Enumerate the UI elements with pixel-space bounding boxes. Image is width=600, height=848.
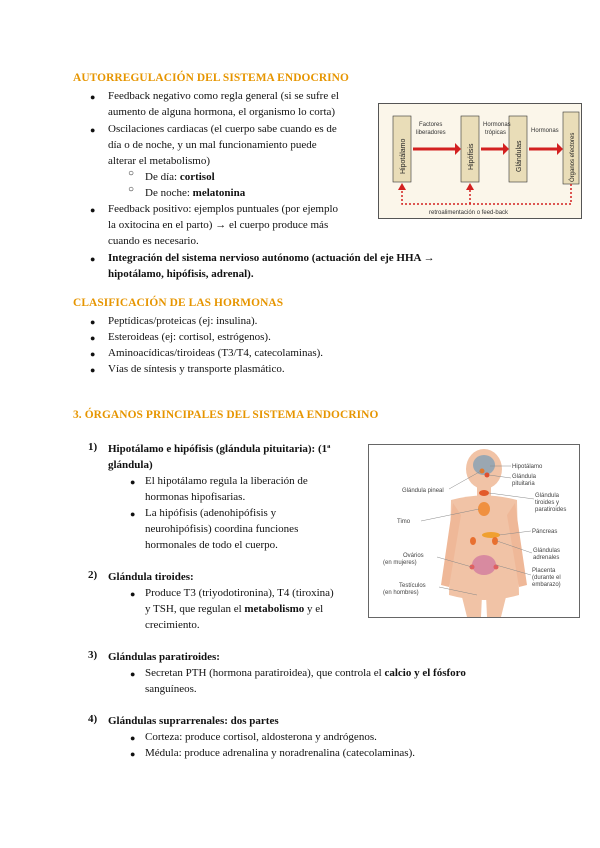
svg-text:retroalimentación o feed-back: retroalimentación o feed-back (429, 210, 509, 216)
class-item-2: Esteroideas (ej: cortisol, estrógenos). (108, 331, 271, 343)
b4-line2: hipotálamo, hipófisis, adrenal). (108, 268, 254, 280)
svg-text:Órganos efectores: Órganos efectores (570, 132, 576, 182)
i4-b1: Corteza: produce cortisol, aldosterona y andrógenos. (145, 731, 377, 743)
bullet-icon: ● (130, 669, 136, 679)
bullet-icon: ● (90, 317, 96, 327)
sub-night: De noche: melatonina (145, 187, 246, 199)
svg-text:Factores: Factores (419, 122, 443, 128)
i2-line2: y TSH, que regulan el metabolismo y el (145, 603, 324, 615)
i1-b1-line1: El hipotálamo regula la liberación de (145, 475, 308, 487)
svg-text:embarazo): embarazo) (532, 582, 561, 588)
bullet-icon: ● (130, 509, 136, 519)
bullet-icon: ● (90, 92, 96, 102)
i1-b1-line2: hormonas hipofisarias. (145, 491, 246, 503)
b2-line1: Oscilaciones cardiacas (el cuerpo sabe cuando es de (108, 123, 337, 135)
class-item-1: Peptídicas/proteicas (ej: insulina). (108, 315, 258, 327)
svg-text:trópicas: trópicas (485, 130, 507, 136)
feedback-diagram (378, 103, 582, 219)
item-number: 4) (88, 713, 98, 725)
i1-b2-line1: La hipófisis (adenohipófisis y (145, 507, 277, 519)
bullet-icon: ● (90, 333, 96, 343)
b2-line3: alterar el metabolismo) (108, 155, 211, 167)
bullet-icon: ● (130, 477, 136, 487)
i2-line3: crecimiento. (145, 619, 200, 631)
bullet-icon: ● (130, 733, 136, 743)
item-number: 2) (88, 569, 98, 581)
b3-line1: Feedback positivo: ejemplos puntuales (por ejemplo (108, 203, 339, 215)
svg-text:pituitaria: pituitaria (512, 481, 535, 487)
b2-line2: día o de noche, y un mal funcionamiento puede (108, 139, 317, 151)
svg-text:Hormonas: Hormonas (531, 128, 559, 134)
class-item-4: Vías de síntesis y transporte plasmático. (108, 363, 285, 375)
i2-title: Glándula tiroides: (108, 571, 194, 583)
i2-line1: Produce T3 (triyodotironina), T4 (tiroxina) (145, 587, 334, 599)
svg-text:Timo: Timo (397, 519, 411, 525)
svg-text:Glándula: Glándula (535, 493, 560, 499)
circle-bullet-icon: ○ (128, 184, 135, 195)
b3-line3: cuando es necesario. (108, 235, 199, 247)
item-number: 1) (88, 441, 98, 453)
bullet-icon: ● (90, 125, 96, 135)
section-title-autorregulacion: AUTORREGULACIÓN DEL SISTEMA ENDOCRINO (73, 72, 349, 84)
i1-title-line1: Hipotálamo e hipófisis (glándula pituitaria): (1ª (108, 443, 331, 455)
svg-text:Hipotálamo: Hipotálamo (512, 464, 543, 470)
i3-line2: sanguíneos. (145, 683, 197, 695)
i4-b2: Médula: produce adrenalina y noradrenalina (catecolaminas). (145, 747, 415, 759)
svg-text:Páncreas: Páncreas (532, 529, 558, 535)
svg-text:Ovários: Ovários (403, 553, 424, 559)
svg-text:paratiroides: paratiroides (535, 507, 567, 513)
section-title-clasificacion: CLASIFICACIÓN DE LAS HORMONAS (73, 297, 284, 309)
svg-text:Glándulas: Glándulas (533, 548, 561, 554)
svg-text:Hipotálamo: Hipotálamo (400, 138, 407, 174)
bullet-icon: ● (90, 349, 96, 359)
svg-text:tiroides y: tiroides y (535, 500, 560, 506)
circle-bullet-icon: ○ (128, 168, 135, 179)
svg-text:(en mujeres): (en mujeres) (383, 560, 417, 566)
bullet-icon: ● (130, 749, 136, 759)
endocrine-body-figure (368, 444, 580, 618)
sub-day: De día: cortisol (145, 171, 215, 183)
bullet-icon: ● (90, 205, 96, 215)
svg-text:Glándula: Glándula (512, 474, 537, 480)
bullet-icon: ● (130, 589, 136, 599)
svg-text:Testículos: Testículos (399, 583, 426, 589)
svg-text:adrenales: adrenales (533, 555, 560, 561)
i3-line1: Secretan PTH (hormona paratiroidea), que controla el calcio y el fósforo (145, 667, 466, 679)
svg-text:Hipófisis: Hipófisis (468, 143, 475, 170)
body-figure-svg (369, 445, 579, 617)
svg-text:liberadores: liberadores (416, 130, 446, 136)
svg-text:Glándula pineal: Glándula pineal (402, 488, 444, 494)
b3-line2: la oxitocina en el parto) → el cuerpo produce más (108, 219, 329, 231)
svg-text:(durante el: (durante el (532, 575, 561, 581)
i1-title-line2: glándula) (108, 459, 153, 471)
feedback-diagram-svg (379, 104, 581, 218)
b1-line2: aumento de alguna hormona, el organismo lo corta) (108, 106, 336, 118)
b1-line1: Feedback negativo como regla general (si se sufre el (108, 90, 339, 102)
i1-b2-line2: neurohipófisis) coordina funciones (145, 523, 299, 535)
b4-line1: Integración del sistema nervioso autónomo (actuación del eje HHA → (108, 252, 435, 264)
bullet-icon: ● (90, 254, 96, 264)
item-number: 3) (88, 649, 98, 661)
i3-title: Glándulas paratiroides: (108, 651, 220, 663)
svg-text:Hormonas: Hormonas (483, 122, 511, 128)
svg-text:Glándulas: Glándulas (516, 140, 523, 172)
i4-title: Glándulas suprarrenales: dos partes (108, 715, 279, 727)
i1-b2-line3: hormonales de todo el cuerpo. (145, 539, 278, 551)
section-title-organos: 3. ÓRGANOS PRINCIPALES DEL SISTEMA ENDOCRINO (73, 409, 379, 421)
bullet-icon: ● (90, 365, 96, 375)
svg-text:(en hombres): (en hombres) (383, 590, 419, 596)
class-item-3: Aminoacídicas/tiroideas (T3/T4, catecolaminas). (108, 347, 324, 359)
svg-text:Placenta: Placenta (532, 568, 556, 574)
